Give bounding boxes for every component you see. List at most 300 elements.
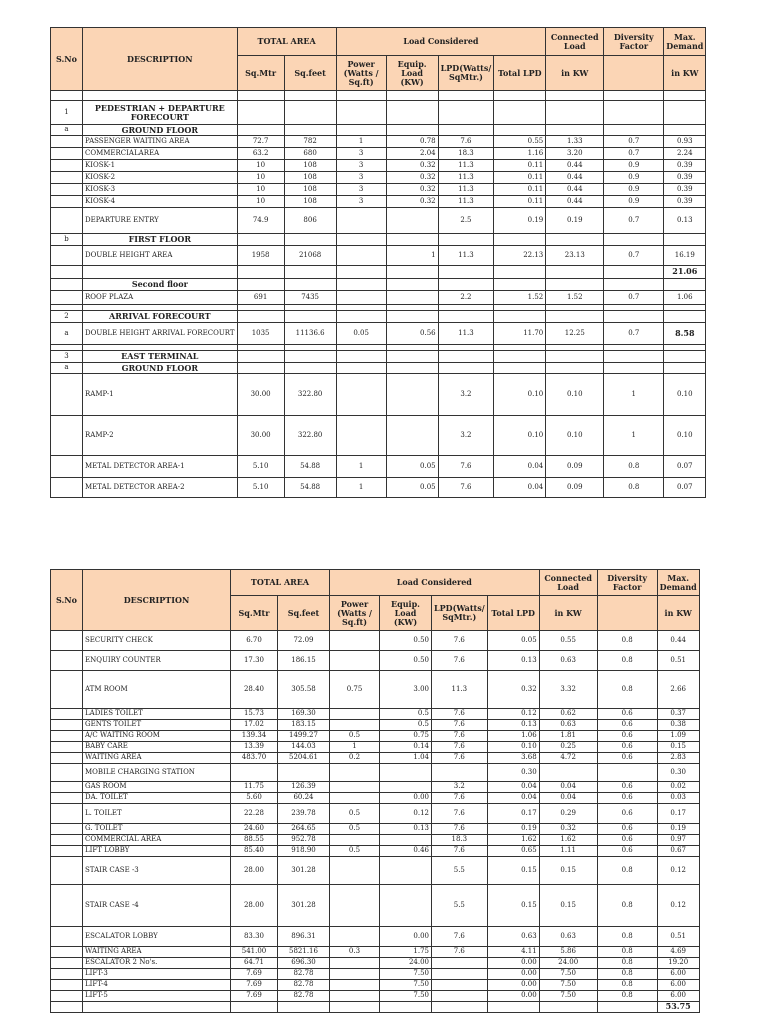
header-diversity-blank (597, 596, 657, 631)
section-title: Second floor (83, 279, 238, 291)
connected-load-cell: 7.50 (539, 980, 597, 991)
sqfeet-cell: 54.88 (284, 456, 336, 478)
header-description: DESCRIPTION (83, 28, 238, 91)
header-lpd: LPD(Watts/ SqMtr.) (432, 596, 488, 631)
description-cell: KIOSK-2 (83, 172, 238, 184)
load-calculation-table-1 (50, 27, 706, 498)
sqmtr-cell: 63.2 (237, 148, 284, 160)
sqmtr-cell: 5.10 (237, 456, 284, 478)
total-lpd-cell: 0.55 (494, 136, 546, 148)
total-lpd-cell: 0.15 (487, 857, 539, 885)
lpd-cell: 7.6 (432, 824, 488, 835)
empty-cell (604, 91, 664, 101)
sno-cell (51, 804, 83, 824)
sqfeet-cell: 1499.27 (278, 731, 330, 742)
table-row (51, 969, 700, 980)
equip-load-cell: 2.04 (386, 148, 438, 160)
power-cell: 0.5 (330, 804, 380, 824)
sno-cell (51, 835, 83, 846)
empty-cell (278, 1002, 330, 1013)
equip-load-cell: 24.00 (380, 958, 432, 969)
empty-cell (438, 101, 494, 125)
sno-cell (51, 947, 83, 958)
lpd-cell (432, 958, 488, 969)
equip-load-cell: 0.32 (386, 184, 438, 196)
sqmtr-cell: 30.00 (237, 416, 284, 456)
diversity-factor-cell: 0.8 (604, 478, 664, 498)
sno-cell (51, 764, 83, 782)
total-lpd-cell: 0.10 (494, 374, 546, 416)
description-cell: DOUBLE HEIGHT ARRIVAL FORECOURT (83, 323, 238, 345)
description-cell: WAITING AREA (83, 947, 231, 958)
description-cell: ENQUIRY COUNTER (83, 651, 231, 671)
equip-load-cell: 7.50 (380, 991, 432, 1002)
description-cell: DOUBLE HEIGHT AREA (83, 246, 238, 266)
empty-cell (664, 125, 706, 136)
connected-load-cell: 0.63 (539, 720, 597, 731)
sno-cell (51, 793, 83, 804)
sqfeet-cell: 54.88 (284, 478, 336, 498)
header-diversity-factor: Diversity Factor (597, 570, 657, 596)
sqfeet-cell: 108 (284, 184, 336, 196)
header-diversity-factor: Diversity Factor (604, 28, 664, 56)
lpd-cell: 7.6 (432, 927, 488, 947)
empty-cell (336, 351, 386, 363)
connected-load-cell: 7.50 (539, 969, 597, 980)
header-lpd: LPD(Watts/ SqMtr.) (438, 56, 494, 91)
empty-cell (604, 351, 664, 363)
diversity-factor-cell: 0.7 (604, 323, 664, 345)
sqfeet-cell: 72.09 (278, 631, 330, 651)
sqmtr-cell: 28.00 (231, 885, 278, 927)
table-row (51, 478, 706, 498)
header-total-lpd: Total LPD (487, 596, 539, 631)
sqmtr-cell: 7.69 (231, 980, 278, 991)
equip-load-cell: 0.00 (380, 793, 432, 804)
sqmtr-cell: 72.7 (237, 136, 284, 148)
sqfeet-cell: 305.58 (278, 671, 330, 709)
connected-load-cell: 0.09 (546, 478, 604, 498)
table-row (51, 804, 700, 824)
diversity-factor-cell: 0.8 (597, 651, 657, 671)
empty-cell (494, 311, 546, 323)
sno-cell (51, 160, 83, 172)
table-row (51, 208, 706, 234)
sno-cell (51, 651, 83, 671)
sno-cell: 1 (51, 101, 83, 125)
connected-load-cell: 1.81 (539, 731, 597, 742)
empty-cell (546, 311, 604, 323)
description-cell: LADIES TOILET (83, 709, 231, 720)
sqmtr-cell: 1035 (237, 323, 284, 345)
max-demand-cell: 2.24 (664, 148, 706, 160)
table-row (51, 172, 706, 184)
sno-cell (51, 782, 83, 793)
sno-cell (51, 136, 83, 148)
total-lpd-cell: 0.00 (487, 958, 539, 969)
sqmtr-cell: 7.69 (231, 991, 278, 1002)
load-calculation-table-2 (50, 569, 700, 1013)
total-lpd-cell: 0.17 (487, 804, 539, 824)
equip-load-cell (380, 835, 432, 846)
empty-cell (546, 125, 604, 136)
header-sqfeet: Sq.feet (284, 56, 336, 91)
connected-load-cell: 0.10 (546, 416, 604, 456)
sno-cell (51, 374, 83, 416)
power-cell: 3 (336, 160, 386, 172)
empty-cell (336, 234, 386, 246)
empty-cell (237, 279, 284, 291)
total-lpd-cell: 0.12 (487, 709, 539, 720)
header-sno: S.No (51, 570, 83, 631)
description-cell: RAMP-1 (83, 374, 238, 416)
header-power: Power (Watts / Sq.ft) (336, 56, 386, 91)
power-cell (330, 927, 380, 947)
connected-load-cell: 0.63 (539, 651, 597, 671)
section-row (51, 351, 706, 363)
empty-cell (438, 363, 494, 374)
connected-load-cell: 5.86 (539, 947, 597, 958)
description-cell: BABY CARE (83, 742, 231, 753)
header-sqfeet: Sq.feet (278, 596, 330, 631)
lpd-cell: 3.2 (432, 782, 488, 793)
connected-load-cell: 23.13 (546, 246, 604, 266)
empty-cell (380, 1002, 432, 1013)
sqmtr-cell: 5.60 (231, 793, 278, 804)
empty-cell (494, 351, 546, 363)
total-lpd-cell: 0.00 (487, 991, 539, 1002)
equip-load-cell: 0.46 (380, 846, 432, 857)
power-cell: 1 (336, 456, 386, 478)
power-cell (330, 709, 380, 720)
sqmtr-cell: 1958 (237, 246, 284, 266)
power-cell (330, 764, 380, 782)
sqfeet-cell: 301.28 (278, 885, 330, 927)
sno-cell (51, 631, 83, 651)
diversity-factor-cell: 0.6 (597, 742, 657, 753)
max-demand-cell: 6.00 (657, 980, 699, 991)
lpd-cell: 7.6 (438, 456, 494, 478)
connected-load-cell: 0.04 (539, 793, 597, 804)
diversity-factor-cell: 0.6 (597, 782, 657, 793)
connected-load-cell: 0.25 (539, 742, 597, 753)
empty-cell (284, 266, 336, 279)
power-cell (336, 291, 386, 305)
empty-cell (438, 91, 494, 101)
table-row (51, 742, 700, 753)
equip-load-cell: 1.75 (380, 947, 432, 958)
sqmtr-cell: 24.60 (231, 824, 278, 835)
description-cell: LIFT-3 (83, 969, 231, 980)
sqfeet-cell: 5821.16 (278, 947, 330, 958)
max-demand-cell: 6.00 (657, 969, 699, 980)
description-cell: GENTS TOILET (83, 720, 231, 731)
empty-cell (237, 91, 284, 101)
load-table-1 (50, 27, 706, 498)
power-cell: 3 (336, 148, 386, 160)
lpd-cell: 11.3 (432, 671, 488, 709)
total-lpd-cell: 0.11 (494, 172, 546, 184)
description-cell: LIFT-5 (83, 991, 231, 1002)
lpd-cell (432, 980, 488, 991)
header-power: Power (Watts / Sq.ft) (330, 596, 380, 631)
connected-load-cell: 3.32 (539, 671, 597, 709)
empty-cell (386, 279, 438, 291)
sno-cell (51, 958, 83, 969)
section-title: FIRST FLOOR (83, 234, 238, 246)
sno-cell (51, 969, 83, 980)
max-demand-cell: 0.97 (657, 835, 699, 846)
connected-load-cell: 0.62 (539, 709, 597, 720)
diversity-factor-cell: 0.9 (604, 160, 664, 172)
diversity-factor-cell: 0.6 (597, 804, 657, 824)
max-demand-cell: 0.37 (657, 709, 699, 720)
sno-cell (51, 731, 83, 742)
empty-cell (237, 311, 284, 323)
description-cell: ESCALATOR LOBBY (83, 927, 231, 947)
lpd-cell: 7.6 (432, 804, 488, 824)
description-cell: ESCALATOR 2 No's. (83, 958, 231, 969)
table-row (51, 631, 700, 651)
description-cell: MOBILE CHARGING STATION (83, 764, 231, 782)
sqmtr-cell: 11.75 (231, 782, 278, 793)
empty-cell (336, 279, 386, 291)
sqfeet-cell: 806 (284, 208, 336, 234)
table-row (51, 184, 706, 196)
max-demand-cell: 0.07 (664, 478, 706, 498)
sqfeet-cell: 108 (284, 196, 336, 208)
header-in-kw: in KW (539, 596, 597, 631)
connected-load-cell: 3.20 (546, 148, 604, 160)
header-sno: S.No (51, 28, 83, 91)
lpd-cell: 11.3 (438, 246, 494, 266)
description-cell: RAMP-2 (83, 416, 238, 456)
header-equip-load: Equip. Load (KW) (380, 596, 432, 631)
table-2-body (51, 631, 700, 1013)
lpd-cell: 2.2 (438, 291, 494, 305)
max-demand-cell: 0.02 (657, 782, 699, 793)
total-lpd-cell: 0.63 (487, 927, 539, 947)
total-lpd-cell: 0.05 (487, 631, 539, 651)
max-demand-cell: 0.44 (657, 631, 699, 651)
max-demand-cell: 0.39 (664, 196, 706, 208)
max-demand-cell: 0.39 (664, 172, 706, 184)
sqfeet-cell: 264.65 (278, 824, 330, 835)
sno-cell (51, 742, 83, 753)
total-lpd-cell: 0.19 (494, 208, 546, 234)
connected-load-cell: 0.19 (546, 208, 604, 234)
equip-load-cell (386, 416, 438, 456)
equip-load-cell: 0.32 (386, 172, 438, 184)
connected-load-cell: 0.29 (539, 804, 597, 824)
total-lpd-cell: 1.06 (487, 731, 539, 742)
max-demand-cell: 0.93 (664, 136, 706, 148)
empty-cell (604, 311, 664, 323)
max-demand-cell: 1.06 (664, 291, 706, 305)
empty-cell (604, 125, 664, 136)
header-load-considered: Load Considered (330, 570, 540, 596)
connected-load-cell: 1.52 (546, 291, 604, 305)
power-cell: 3 (336, 196, 386, 208)
table-row (51, 416, 706, 456)
sqmtr-cell: 13.39 (231, 742, 278, 753)
sqmtr-cell: 5.10 (237, 478, 284, 498)
sno-cell (51, 184, 83, 196)
section-row (51, 125, 706, 136)
header-max-demand: Max. Demand (657, 570, 699, 596)
subtotal-max-demand: 53.75 (657, 1002, 699, 1013)
lpd-cell: 5.5 (432, 857, 488, 885)
table-row (51, 720, 700, 731)
sqmtr-cell: 7.69 (231, 969, 278, 980)
sqfeet-cell: 82.78 (278, 969, 330, 980)
table-row (51, 671, 700, 709)
header-connected-load: Connected Load (546, 28, 604, 56)
description-cell: DA. TOILET (83, 793, 231, 804)
diversity-factor-cell: 0.9 (604, 196, 664, 208)
section-title: GROUND FLOOR (83, 363, 238, 374)
table-row (51, 291, 706, 305)
empty-cell (664, 101, 706, 125)
total-lpd-cell: 0.00 (487, 980, 539, 991)
lpd-cell: 2.5 (438, 208, 494, 234)
empty-cell (494, 91, 546, 101)
sno-cell: a (51, 125, 83, 136)
spacer-row (51, 91, 706, 101)
max-demand-cell: 0.39 (664, 184, 706, 196)
sqfeet-cell: 918.90 (278, 846, 330, 857)
header-in-kw-demand: in KW (664, 56, 706, 91)
power-cell (330, 857, 380, 885)
power-cell: 0.5 (330, 824, 380, 835)
power-cell: 0.3 (330, 947, 380, 958)
connected-load-cell: 0.15 (539, 857, 597, 885)
power-cell (330, 782, 380, 793)
connected-load-cell: 0.55 (539, 631, 597, 651)
equip-load-cell (380, 782, 432, 793)
power-cell: 1 (330, 742, 380, 753)
max-demand-cell: 0.12 (657, 857, 699, 885)
sqfeet-cell: 696.30 (278, 958, 330, 969)
diversity-factor-cell: 0.9 (604, 184, 664, 196)
diversity-factor-cell: 0.6 (597, 793, 657, 804)
empty-cell (546, 101, 604, 125)
sno-cell (51, 196, 83, 208)
empty-cell (546, 91, 604, 101)
empty-cell (438, 266, 494, 279)
header-load-considered: Load Considered (336, 28, 546, 56)
sno-cell (51, 846, 83, 857)
lpd-cell (432, 764, 488, 782)
total-lpd-cell: 1.62 (487, 835, 539, 846)
description-cell: COMMERCIAL AREA (83, 835, 231, 846)
sno-cell (51, 246, 83, 266)
equip-load-cell: 0.50 (380, 631, 432, 651)
connected-load-cell: 1.62 (539, 835, 597, 846)
total-lpd-cell: 0.15 (487, 885, 539, 927)
power-cell (330, 980, 380, 991)
power-cell (330, 969, 380, 980)
load-table-2 (50, 569, 700, 1013)
sno-cell (51, 478, 83, 498)
total-lpd-cell: 1.52 (494, 291, 546, 305)
equip-load-cell: 0.14 (380, 742, 432, 753)
table-1-body (51, 91, 706, 498)
empty-cell (604, 234, 664, 246)
max-demand-cell: 0.51 (657, 651, 699, 671)
total-lpd-cell: 0.11 (494, 160, 546, 172)
lpd-cell: 7.6 (432, 709, 488, 720)
sqmtr-cell: 6.70 (231, 631, 278, 651)
sno-cell: a (51, 363, 83, 374)
diversity-factor-cell: 0.8 (597, 857, 657, 885)
empty-cell (336, 101, 386, 125)
power-cell (330, 720, 380, 731)
empty-cell (438, 351, 494, 363)
sno-cell (51, 148, 83, 160)
total-lpd-cell: 0.10 (487, 742, 539, 753)
sqfeet-cell: 108 (284, 160, 336, 172)
table-row (51, 651, 700, 671)
table-row (51, 980, 700, 991)
header-diversity-blank (604, 56, 664, 91)
empty-cell (664, 91, 706, 101)
max-demand-cell: 0.12 (657, 885, 699, 927)
empty-cell (597, 1002, 657, 1013)
empty-cell (539, 1002, 597, 1013)
total-lpd-cell: 3.68 (487, 753, 539, 764)
diversity-factor-cell: 0.6 (597, 709, 657, 720)
empty-cell (336, 363, 386, 374)
empty-cell (284, 363, 336, 374)
empty-cell (284, 101, 336, 125)
lpd-cell: 3.2 (438, 374, 494, 416)
section-title: EAST TERMINAL (83, 351, 238, 363)
connected-load-cell: 7.50 (539, 991, 597, 1002)
table-row (51, 753, 700, 764)
sqmtr-cell: 28.40 (231, 671, 278, 709)
lpd-cell (432, 969, 488, 980)
description-cell: KIOSK-4 (83, 196, 238, 208)
diversity-factor-cell: 1 (604, 416, 664, 456)
diversity-factor-cell: 0.8 (597, 885, 657, 927)
header-in-kw: in KW (546, 56, 604, 91)
header-sqmtr: Sq.Mtr (231, 596, 278, 631)
total-lpd-cell: 11.70 (494, 323, 546, 345)
max-demand-cell: 0.10 (664, 416, 706, 456)
sqmtr-cell: 10 (237, 184, 284, 196)
max-demand-cell: 1.09 (657, 731, 699, 742)
table-row (51, 246, 706, 266)
empty-cell (83, 1002, 231, 1013)
equip-load-cell: 0.5 (380, 709, 432, 720)
sqmtr-cell: 28.00 (231, 857, 278, 885)
connected-load-cell: 12.25 (546, 323, 604, 345)
max-demand-cell: 16.19 (664, 246, 706, 266)
sno-cell (51, 291, 83, 305)
power-cell (336, 416, 386, 456)
section-row (51, 363, 706, 374)
table-row (51, 927, 700, 947)
empty-cell (438, 311, 494, 323)
diversity-factor-cell: 0.8 (597, 927, 657, 947)
sqfeet-cell: 169.30 (278, 709, 330, 720)
diversity-factor-cell: 0.7 (604, 291, 664, 305)
header-sqmtr: Sq.Mtr (237, 56, 284, 91)
sqmtr-cell: 10 (237, 172, 284, 184)
diversity-factor-cell (597, 764, 657, 782)
lpd-cell: 11.3 (438, 323, 494, 345)
